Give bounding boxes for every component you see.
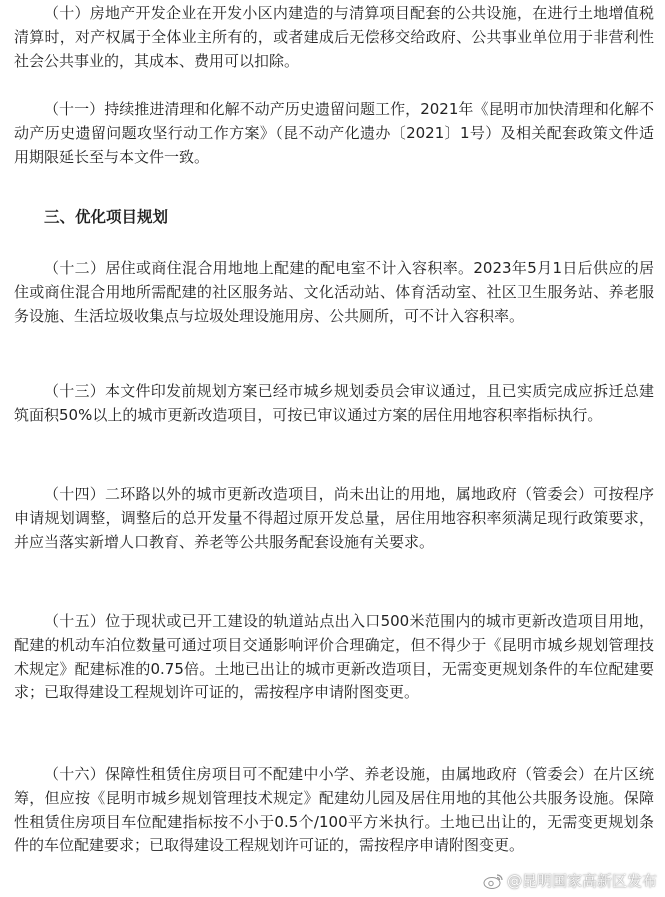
paragraph-14: （十四）二环路以外的城市更新改造项目，尚未出让的用地，属地政府（管委会）可按程序申请规划调整，调整后的总开发量不得超过原开发总量，居住用地容积率须满足现行政策要求，并应当落实新增人口教育、养老等公共服务配套设施有关要求。 — [14, 485, 654, 551]
paragraph-11: （十一）持续推进清理和化解不动产历史遗留问题工作，2021年《昆明市加快清理和化解不动产历史遗留问题攻坚行动工作方案》（昆不动产化遗办〔2021〕1号）及相关配套政策文件适用期限延长至与本文件一致。 — [14, 100, 654, 166]
source-watermark — [483, 870, 657, 891]
paragraph-10: （十）房地产开发企业在开发小区内建造的与清算项目配套的公共设施，在进行土地增值税清算时，对产权属于全体业主所有的，或者建成后无偿移交给政府、公共事业单位用于非营利性社会公共事业的，其成本、费用可以扣除。 — [14, 4, 654, 70]
paragraph-16: （十六）保障性租赁住房项目可不配建中小学、养老设施，由属地政府（管委会）在片区统筹，但应按《昆明市城乡规划管理技术规定》配建幼儿园及居住用地的其他公共服务设施。保障性租赁住房项目车位配建指标按不小于0.5个/100平方米执行。土地已出让的，无需变更规划条件的车位配建要求；已取得建设工程规划许可证的，需按程序申请附图变更。 — [14, 765, 654, 855]
section-heading-3: 三、优化项目规划 — [44, 208, 169, 226]
weibo-logo-icon — [483, 873, 503, 889]
watermark-text: @昆明国家高新区发布 — [506, 872, 657, 890]
paragraph-13: （十三）本文件印发前规划方案已经市城乡规划委员会审议通过，且已实质完成应拆迁总建筑面积50%以上的城市更新改造项目，可按已审议通过方案的居住用地容积率指标执行。 — [14, 382, 654, 424]
paragraph-15: （十五）位于现状或已开工建设的轨道站点出入口500米范围内的城市更新改造项目用地，配建的机动车泊位数量可通过项目交通影响评价合理确定，但不得少于《昆明市城乡规划管理技术规定》配建标准的0.75倍。土地已出让的城市更新改造项目，无需变更规划条件的车位配建要求；已取得建设工程规划许可证的，需按程序申请附图变更。 — [14, 612, 654, 702]
paragraph-12: （十二）居住或商住混合用地地上配建的配电室不计入容积率。2023年5月1日后供应的居住或商住混合用地所需配建的社区服务站、文化活动站、体育活动室、社区卫生服务站、养老服务设施、生活垃圾收集点与垃圾处理设施用房、公共厕所，可不计入容积率。 — [14, 259, 654, 325]
